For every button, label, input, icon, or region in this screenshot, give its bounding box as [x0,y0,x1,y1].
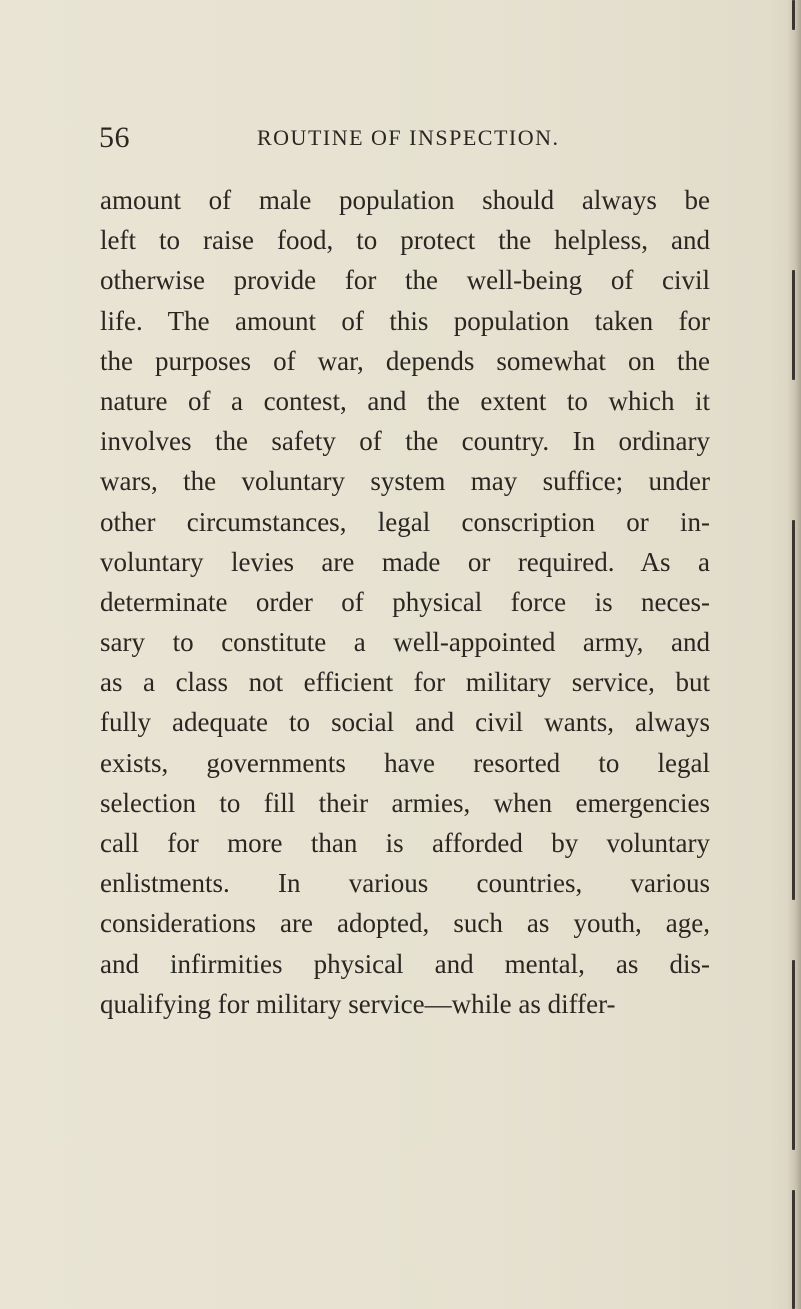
body-text [100,180,710,1024]
text-line: enlistments. In various countries, various [100,868,710,899]
text-line: left to raise food, to protect the helpless, and [100,225,710,256]
page-number: 56 [99,121,130,154]
page-header [99,120,709,156]
text-line: call for more than is afforded by voluntary [100,828,710,858]
page-edge-mark [792,270,795,380]
text-line: otherwise provide for the well-being of civil [100,265,710,296]
text-line: wars, the voluntary system may suffice; under [100,466,710,497]
page-edge-mark [792,960,795,1150]
text-line: amount of male population should always be [100,185,710,215]
text-line: sary to constitute a well-appointed army, and [100,627,710,658]
text-line: qualifying for military service—while as differ- [100,988,616,1019]
text-line: selection to fill their armies, when emergencies [100,787,710,818]
text-line: other circumstances, legal conscription or in- [100,506,710,537]
text-line: exists, governments have resorted to legal [100,747,710,778]
running-head: ROUTINE OF INSPECTION. [257,125,560,150]
text-line: considerations are adopted, such as youth, age, [100,908,710,939]
text-line: the purposes of war, depends somewhat on the [100,345,710,376]
text-line: and infirmities physical and mental, as dis- [100,948,710,979]
text-line: determinate order of physical force is neces- [100,586,710,617]
page-edge-mark [792,520,795,900]
text-line: as a class not efficient for military service, but [100,667,710,698]
page-edge-mark [792,0,795,30]
text-line: nature of a contest, and the extent to which it [100,385,710,416]
text-line: fully adequate to social and civil wants, always [100,707,710,738]
page-edge-mark [792,1190,795,1309]
text-line: life. The amount of this population taken for [100,305,710,336]
text-line: voluntary levies are made or required. As a [100,546,710,577]
text-line: involves the safety of the country. In ordinary [100,426,710,457]
